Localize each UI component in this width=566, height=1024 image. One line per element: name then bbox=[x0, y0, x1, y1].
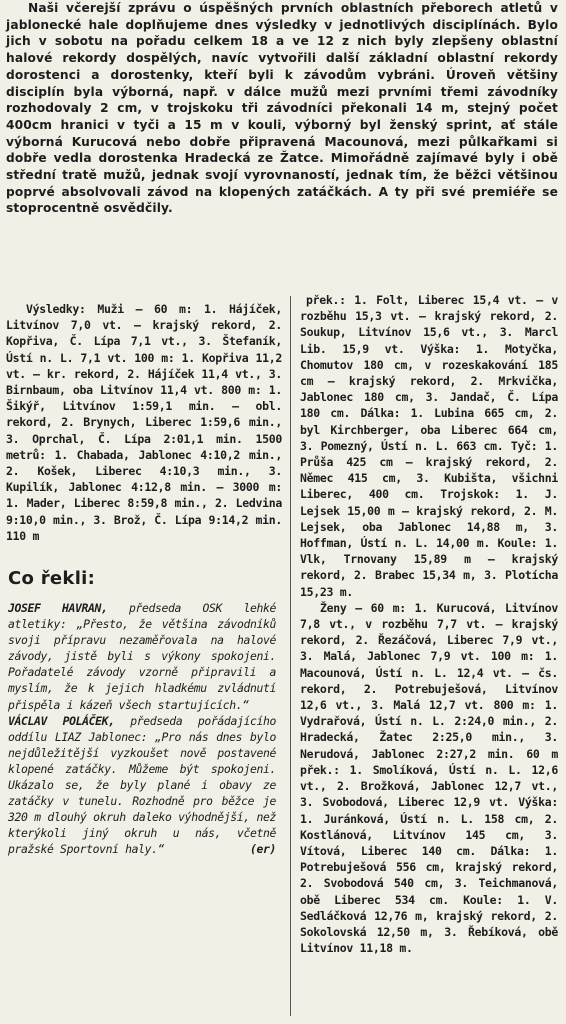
intro-paragraph: Naši včerejší zprávu o úspěšných prvních oblastních přeborech atletů v jablonecké hale doplňujeme dnes výsledky v jednotlivých disciplínách. Bylo jich v sobotu na pořadu celkem 18 a ve 12 z nich byly zlepšeny oblastní halové rekordy dospělých, navíc vytvořili další základní oblastní rekordy dorostenci a dorostenky, kteří byli k závodům vybráni. Úroveň většiny disciplín byla výborná, např. v dálce mužů mezi prvními třemi závodníky rozhodovaly 2 cm, v trojskoku tři závodníci překonali 14 m, stejný počet 400cm hranici v tyči a 15 m v kouli, výborný byl ženský sprint, ať stále výborná Kurucová nebo dobře připravená Macounová, mezi půlkařkami si dobře vedla dorostenka Hradecká ze Žatce. Mimořádně zajímavé byly i obě střední tratě mužů, jednak svojí vyrovnaností, jednak tím, že běžci většinou poprvé absolvovali závod na klopených zatáčkách. A ty při své premiéře se stoprocentně osvědčily. bbox=[6, 1, 558, 216]
quote-havran-text: předseda OSK lehké atletiky: „Přesto, že většina závodníků svoji přípravu nezaměřovala na halové závody, jistě byli s výkony spokojeni. Pořadatelé závody vzorně připravili a myslím, že k jejich hladkému zvládnutí přispěla i kázeň všech startujících.“ bbox=[8, 601, 276, 712]
results-men-part1: Výsledky: Muži — 60 m: 1. Hájíček, Litvínov 7,0 vt. — krajský rekord, 2. Kopřiva, Č. Lípa 7,1 vt., 3. Štefaník, Ústí n. L. 7,1 vt. 100 m: 1. Kopřiva 11,2 vt. — kr. rekord, 2. Hájíček 11,4 vt., 3. Birnbaum, oba Litvínov 11,4 vt. 800 m: 1. Šikýř, Litvínov 1:59,1 min. — obl. rekord, 2. Brynych, Liberec 1:59,6 min., 3. Oprchal, Č. Lípa 2:01,1 min. 1500 metrů: 1. Chabada, Jablonec 4:10,2 min., 2. Košek, Liberec 4:10,3 min., 3. Kupilík, Jablonec 4:12,8 min. — 3000 m: 1. Mader, Liberec 8:59,8 min., 2. Ledvina 9:10,0 min., 3. Brož, Č. Lípa 9:14,2 min. 110 m bbox=[6, 302, 282, 543]
results-men-part2: přek.: 1. Folt, Liberec 15,4 vt. — v rozběhu 15,3 vt. — krajský rekord, 2. Soukup, Litvínov 15,6 vt., 3. Marcl Lib. 15,9 vt. Výška: 1. Motyčka, Chomutov 180 cm, v rozeskakování 185 cm — krajský rekord, 2. Mrkvička, Jablonec 180 cm, 3. Jandač, Č. Lípa 180 cm. Dálka: 1. Lubina 665 cm, 2. byl Kirchberger, oba Liberec 664 cm, 3. Pomezný, Ústí n. L. 663 cm. Tyč: 1. Průša 425 cm — krajský rekord, 2. Němec 415 cm, 3. Kubišta, všichni Liberec, 400 cm. Trojskok: 1. J. Lejsek 15,00 m — krajský rekord, 2. M. Lejsek, oba Jablonec 14,88 m, 3. Hoffman, Ústí n. L. 14,00 m. Koule: 1. Vlk, Trnovany 15,89 m — krajský rekord, 2. Brabec 15,34 m, 3. Plotícha 15,23 m. bbox=[300, 293, 558, 599]
column-divider bbox=[290, 296, 291, 1016]
quotes-heading: Co řekli: bbox=[8, 568, 96, 589]
quote-polacek bbox=[8, 713, 276, 858]
quotes-section bbox=[8, 600, 276, 858]
quote-polacek-author: VÁCLAV POLÁČEK, bbox=[8, 713, 115, 728]
quote-havran-author: JOSEF HAVRAN, bbox=[8, 601, 108, 615]
quote-havran bbox=[8, 600, 276, 713]
author-signature: (er) bbox=[249, 842, 276, 857]
results-men-left-column bbox=[6, 301, 282, 544]
results-women: Ženy — 60 m: 1. Kurucová, Litvínov 7,8 vt., v rozběhu 7,7 vt. — krajský rekord, 2. Řezáčová, Liberec 7,9 vt., 3. Malá, Jablonec 7,9 vt. 100 m: 1. Macounová, Ústí n. L. 12,4 vt. — čs. rekord, 2. Potrebuješová, Litvínov 12,6 vt., 3. Malá 12,7 vt. 800 m: 1. Vydrařová, Ústí n. L. 2:24,0 min., 2. Hradecká, Žatec 2:25,0 min., 3. Nerudová, Jablonec 2:27,2 min. 60 m přek.: 1. Smolíková, Ústí n. L. 12,6 vt., 2. Brožková, Jablonec 12,7 vt., 3. Svobodová, Liberec 12,9 vt. Výška: 1. Juránková, Ústí n. L. 158 cm, 2. Kostlánová, Litvínov 145 cm, 3. Vítová, Liberec 140 cm. Dálka: 1. Potrebuješová 556 cm, krajský rekord, 2. Svobodová 540 cm, 3. Teichmanová, obě Liberec 534 cm. Koule: 1. V. Sedláčková 12,76 m, krajský rekord, 2. Sokolovská 12,50 m, 3. Řebíková, obě Litvínov 11,18 m. bbox=[300, 600, 558, 956]
results-right-column bbox=[300, 292, 558, 956]
quote-polacek-text: předseda pořádajícího oddílu LIAZ Jablonec: „Pro nás dnes bylo nejdůležitější vyzkoušet nově postavené klopené zatáčky. Můžeme být spokojeni. Ukázalo se, že byly plané i obavy ze zatáčky v tunelu. Rozhodně pro běžce je 320 m dlouhý okruh daleko výhodnější, než kterýkoli jiný okruh u nás, včetně pražské Sportovní haly.“ bbox=[8, 713, 276, 857]
